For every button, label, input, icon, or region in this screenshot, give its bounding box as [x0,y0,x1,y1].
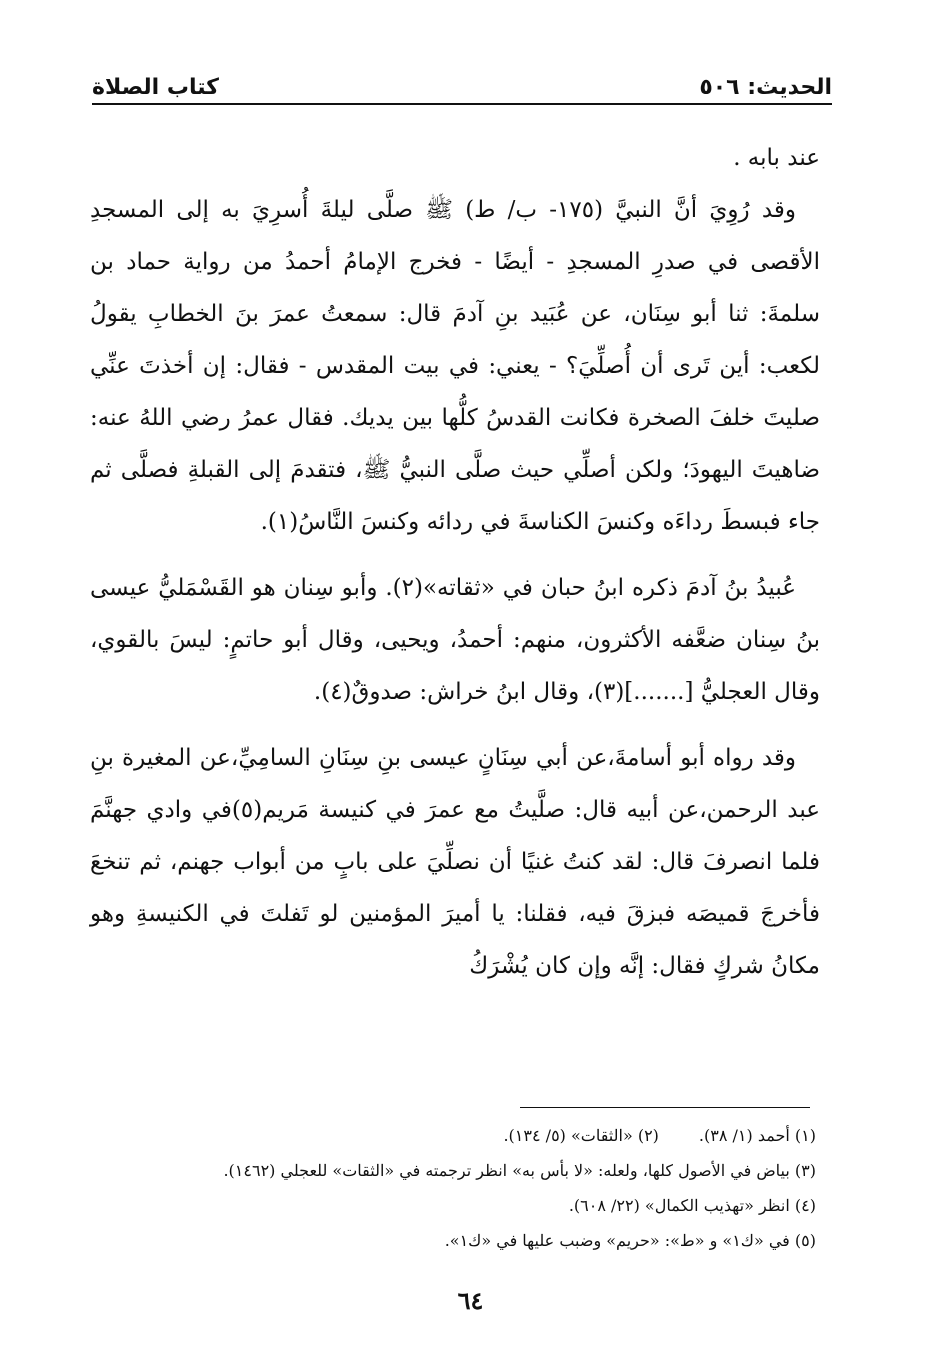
header-divider [92,103,832,105]
footnotes [90,1118,816,1258]
paragraph-2: وقد رُوِيَ أنَّ النبيَّ (١٧٥- ب/ ط) ﷺ صلَّى ليلةَ أُسرِيَ به إلى المسجدِ الأقصى في صدرِ المسجدِ - أيضًا - فخرج الإمامُ أحمدُ من رواية حماد بن سلمةَ: ثنا أبو سِنَان، عن عُبَيد بنِ آدمَ قال: سمعتُ عمرَ بنَ الخطابِ يقولُ لكعب: أين تَرى أن أُصلِّيَ؟ - يعني: في بيت المقدس - فقال: إن أخذتَ عنِّي صليتَ خلفَ الصخرة فكانت القدسُ كلُّها بين يديك. فقال عمرُ رضي اللهُ عنه: ضاهيتَ اليهودَ؛ ولكن أصلِّي حيث صلَّى النبيُّ ﷺ، فتقدمَ إلى القبلةِ فصلَّى ثم جاء فبسطَ رداءَه وكنسَ الكناسةَ في ردائه وكنسَ النَّاسُ(١). [90,197,820,535]
footnote-divider [520,1107,810,1108]
footnote-row [90,1118,816,1153]
footnote-5: (٥) في «ك١» و «ط»: «حريم» وضبب عليها في «ك١». [444,1231,816,1250]
main-text [90,132,820,992]
paragraph-4: وقد رواه أبو أسامةَ،عن أبي سِنَانٍ عيسى بنِ سِنَانِ السامِيِّ،عن المغيرة بنِ عبد الرحمن،عن أبيه قال: صلَّيتُ مع عمرَ في كنيسة مَريم(٥)في وادي جهنَّمَ فلما انصرفَ قال: لقد كنتُ غنيًا أن نصلِّيَ على بابٍ من أبواب جهنم، ثم تنخعَ فأخرجَ قميصَه فبزقَ فيه، فقلنا: يا أميرَ المؤمنين لو تَفلتَ في الكنيسةِ وهو مكانُ شركٍ فقال: إنَّه وإن كان يُشْرَكُ [90,745,820,979]
header-book-title: كتاب الصلاة [92,75,219,100]
paragraph-1: عند بابه . [733,145,820,171]
footnote-3: (٣) بياض في الأصول كلها، ولعله: «لا بأس به» انظر ترجمته في «الثقات» للعجلي (١٤٦٢). [223,1161,816,1180]
footnote-2: (٢) «الثقات» (٥/ ١٣٤). [503,1126,659,1145]
header-hadith-number: الحديث: ٥٠٦ [699,75,832,100]
page-number: ٦٤ [457,1286,484,1315]
footnote-1: (١) أحمد (١/ ٣٨). [698,1126,816,1145]
paragraph-3: عُبيدُ بنُ آدمَ ذكره ابنُ حبان في «ثقاته»(٢). وأبو سِنان هو القَسْمَليُّ عيسى بنُ سِنان ضعَّفه الأكثرون، منهم: أحمدُ، ويحيى، وقال أبو حاتمٍ: ليسَ بالقوي، وقال العجليُّ [.......](٣)، وقال ابنُ خراش: صدوقٌ(٤). [90,575,820,705]
footnote-4: (٤) انظر «تهذيب الكمال» (٢٢/ ٦٠٨). [568,1196,816,1215]
running-header [92,66,832,100]
